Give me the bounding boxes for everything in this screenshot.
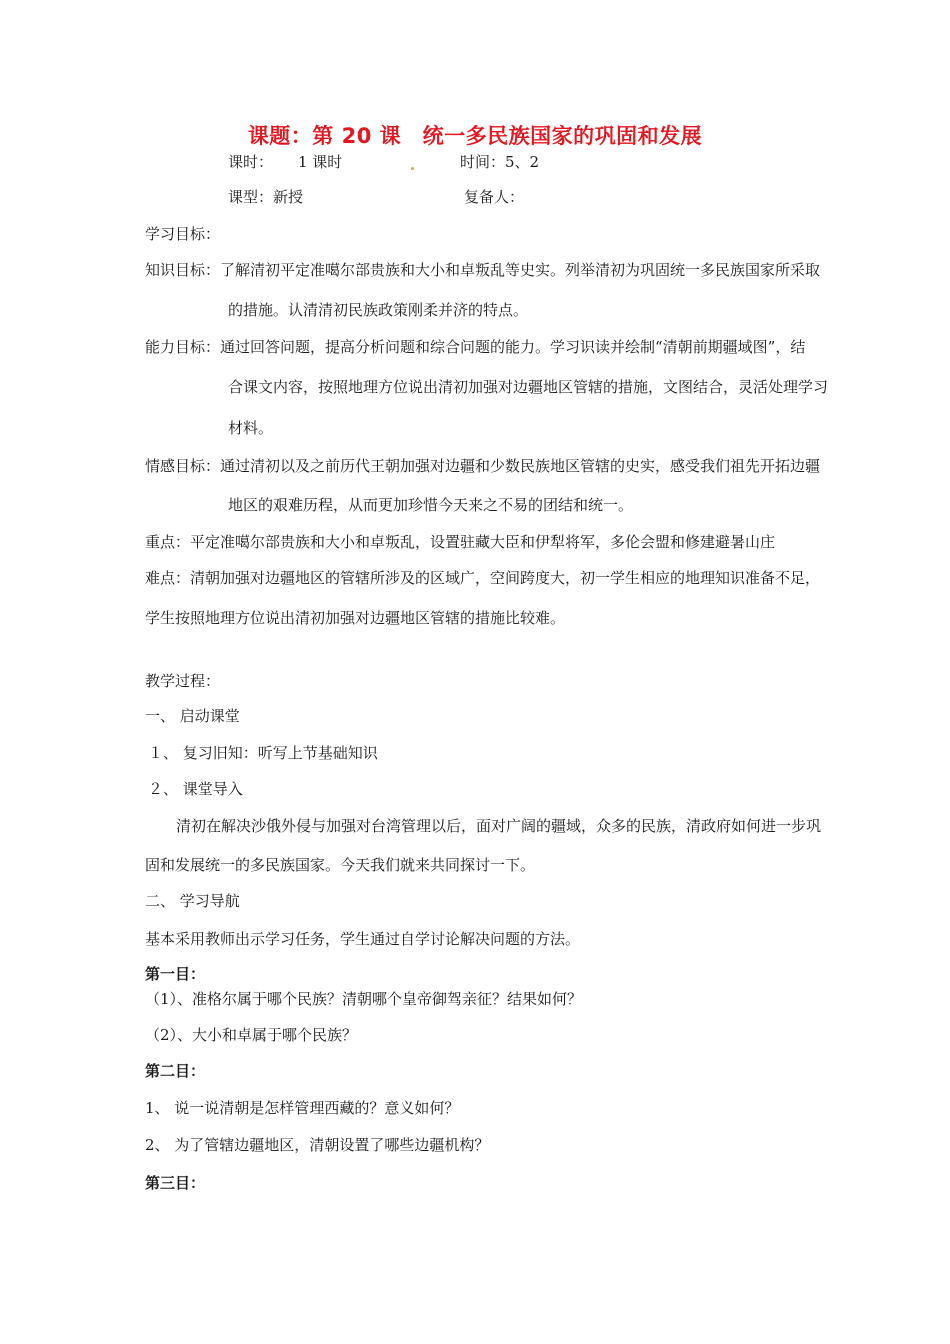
question-2: （2）、大小和卓属于哪个民族？	[145, 1026, 358, 1044]
intro-paragraph-line1: 清初在解决沙俄外侵与加强对台湾管理以后，面对广阔的疆域，众多的民族，清政府如何进一步巩	[176, 817, 822, 835]
lesson-title: 课题：第 20 课 统一多民族国家的巩固和发展	[247, 124, 703, 148]
difficulty-line1: 难点：清朝加强对边疆地区的管辖所涉及的区域广，空间跨度大，初一学生相应的地理知识准备不足，	[145, 569, 821, 587]
ability-objective-line3: 材料。	[228, 419, 274, 437]
intro-item: ２、 课堂导入	[148, 780, 243, 798]
difficulty-line2: 学生按照地理方位说出清初加强对边疆地区管辖的措施比较难。	[145, 609, 566, 627]
part-three-heading: 第三目：	[145, 1174, 206, 1192]
lesson-type: 课型：新授	[228, 188, 304, 206]
reviewer-label: 复备人：	[464, 188, 525, 206]
objectives-heading: 学习目标：	[145, 225, 221, 243]
part-two-heading: 第二目：	[145, 1062, 206, 1080]
knowledge-objective-line1: 知识目标：了解清初平定准噶尔部贵族和大小和卓叛乱等史实。列举清初为巩固统一多民族国家所采取	[145, 261, 821, 279]
review-item: １、 复习旧知：听写上节基础知识	[148, 744, 378, 762]
question-1: （1）、准格尔属于哪个民族？清朝哪个皇帝御驾亲征？结果如何？	[145, 990, 583, 1008]
section-two-heading: 二、 学习导航	[145, 892, 240, 910]
section-one-heading: 一、 启动课堂	[145, 707, 240, 725]
process-heading: 教学过程：	[145, 672, 221, 690]
ability-objective-line2: 合课文内容，按照地理方位说出清初加强对边疆地区管辖的措施，文图结合，灵活处理学习	[228, 378, 829, 396]
method-text: 基本采用教师出示学习任务，学生通过自学讨论解决问题的方法。	[145, 930, 581, 948]
question-4: 2、 为了管辖边疆地区，清朝设置了哪些边疆机构？	[145, 1136, 490, 1154]
question-3: 1、 说一说清朝是怎样管理西藏的？意义如何？	[145, 1099, 460, 1117]
class-hours-label: 课时：	[228, 153, 274, 171]
knowledge-objective-line2: 的措施。认清清初民族政策刚柔并济的特点。	[228, 301, 529, 319]
lesson-time: 时间：5、2	[460, 153, 540, 171]
emotion-objective-line2: 地区的艰难历程，从而更加珍惜今天来之不易的团结和统一。	[228, 496, 634, 514]
scan-speck	[411, 167, 414, 170]
class-hours-value: 1 课时	[298, 153, 343, 171]
ability-objective-line1: 能力目标：通过回答问题，提高分析问题和综合问题的能力。学习识读并绘制“清朝前期疆域图”，结	[145, 338, 806, 356]
intro-paragraph-line2: 固和发展统一的多民族国家。今天我们就来共同探讨一下。	[145, 856, 536, 874]
part-one-heading: 第一目：	[145, 965, 206, 983]
key-points: 重点：平定准噶尔部贵族和大小和卓叛乱，设置驻藏大臣和伊犁将军，多伦会盟和修建避暑山庄	[145, 533, 776, 551]
emotion-objective-line1: 情感目标：通过清初以及之前历代王朝加强对边疆和少数民族地区管辖的史实，感受我们祖先开拓边疆	[145, 457, 821, 475]
